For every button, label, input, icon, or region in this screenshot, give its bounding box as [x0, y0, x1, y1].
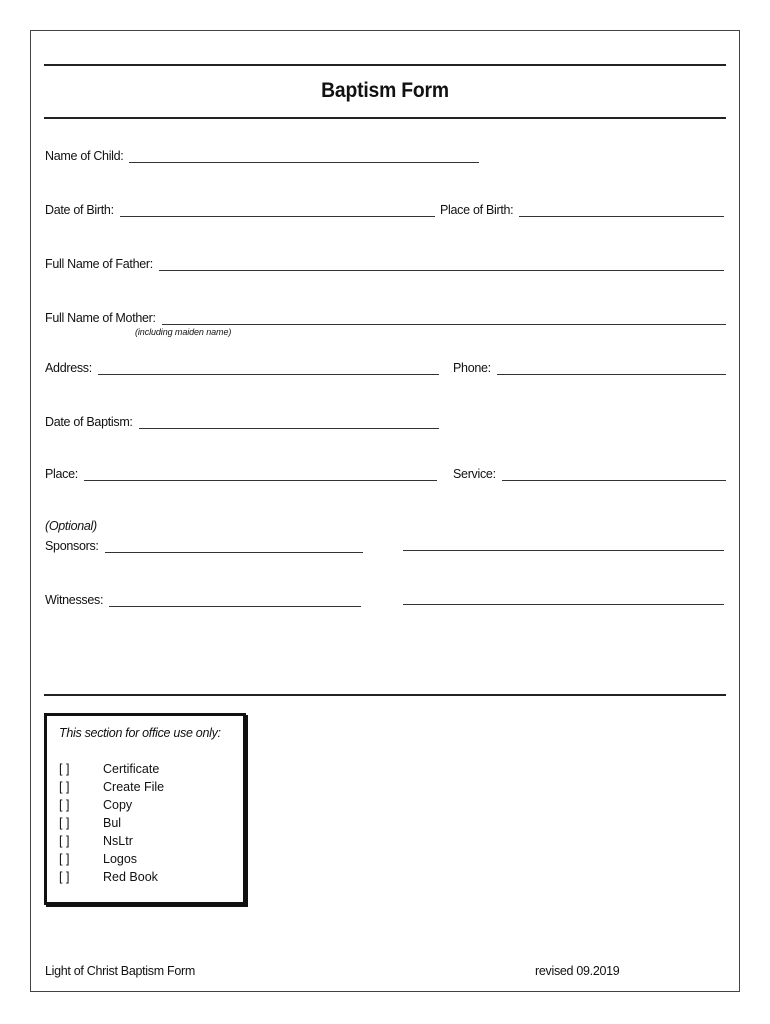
- child-name-label: Name of Child:: [45, 149, 124, 163]
- top-rule: [44, 64, 726, 66]
- sponsor-2-line[interactable]: [403, 539, 724, 551]
- office-item-label: Copy: [103, 798, 133, 812]
- date-of-baptism-field[interactable]: [45, 415, 439, 429]
- address-field[interactable]: [45, 361, 439, 375]
- office-use-title: This section for office use only:: [59, 726, 221, 740]
- sponsors-label: Sponsors:: [45, 539, 99, 553]
- date-of-birth-field[interactable]: [45, 203, 435, 217]
- maiden-name-note: (including maiden name): [135, 327, 232, 337]
- address-label: Address:: [45, 361, 92, 375]
- witness-2-field[interactable]: [403, 593, 724, 605]
- checkbox[interactable]: [ ]: [59, 762, 70, 776]
- checkbox[interactable]: [ ]: [59, 834, 70, 848]
- office-use-box: [44, 713, 246, 905]
- form-title: Baptism Form: [321, 79, 449, 102]
- service-label: Service:: [453, 467, 496, 481]
- father-name-field[interactable]: [45, 257, 724, 271]
- date-of-birth-label: Date of Birth:: [45, 203, 114, 217]
- address-line[interactable]: [98, 363, 439, 375]
- date-of-baptism-line[interactable]: [139, 417, 439, 429]
- office-item-red-book[interactable]: [59, 868, 164, 886]
- footer-form-name: Light of Christ Baptism Form: [45, 964, 195, 978]
- office-item-label: Logos: [103, 852, 138, 866]
- sponsor-2-field[interactable]: [403, 539, 724, 551]
- checkbox[interactable]: [ ]: [59, 852, 70, 866]
- form-page: [30, 30, 740, 992]
- witnesses-label: Witnesses:: [45, 593, 104, 607]
- checkbox[interactable]: [ ]: [59, 798, 70, 812]
- date-of-birth-line[interactable]: [120, 205, 435, 217]
- office-item-certificate[interactable]: [59, 760, 164, 778]
- checkbox[interactable]: [ ]: [59, 870, 70, 884]
- phone-label: Phone:: [453, 361, 491, 375]
- bottom-rule: [44, 694, 726, 696]
- witnesses-field[interactable]: [45, 593, 361, 607]
- office-item-copy[interactable]: [59, 796, 164, 814]
- place-of-birth-field[interactable]: [440, 203, 724, 217]
- office-checklist: [59, 760, 164, 886]
- footer-revision: revised 09.2019: [535, 964, 620, 978]
- sponsors-field[interactable]: [45, 539, 363, 553]
- place-of-birth-label: Place of Birth:: [440, 203, 514, 217]
- sponsor-1-line[interactable]: [105, 541, 363, 553]
- office-item-label: NsLtr: [103, 834, 133, 848]
- service-field[interactable]: [453, 467, 726, 481]
- checkbox[interactable]: [ ]: [59, 780, 70, 794]
- office-item-create-file[interactable]: [59, 778, 164, 796]
- witness-2-line[interactable]: [403, 593, 724, 605]
- father-name-line[interactable]: [159, 259, 724, 271]
- optional-note: (Optional): [45, 519, 97, 533]
- child-name-field[interactable]: [45, 149, 479, 163]
- place-label: Place:: [45, 467, 78, 481]
- office-item-label: Certificate: [103, 762, 160, 776]
- phone-line[interactable]: [497, 363, 726, 375]
- father-name-label: Full Name of Father:: [45, 257, 153, 271]
- title-rule: [44, 117, 726, 119]
- office-item-nsltr[interactable]: [59, 832, 164, 850]
- office-item-bul[interactable]: [59, 814, 164, 832]
- office-item-label: Create File: [103, 780, 165, 794]
- mother-name-field[interactable]: [45, 311, 726, 325]
- office-item-logos[interactable]: [59, 850, 164, 868]
- place-field[interactable]: [45, 467, 437, 481]
- place-line[interactable]: [84, 469, 437, 481]
- place-of-birth-line[interactable]: [519, 205, 724, 217]
- office-item-label: Bul: [103, 816, 122, 830]
- child-name-line[interactable]: [129, 151, 479, 163]
- witness-1-line[interactable]: [109, 595, 361, 607]
- phone-field[interactable]: [453, 361, 726, 375]
- mother-name-label: Full Name of Mother:: [45, 311, 156, 325]
- date-of-baptism-label: Date of Baptism:: [45, 415, 133, 429]
- office-item-label: Red Book: [103, 870, 158, 884]
- service-line[interactable]: [502, 469, 726, 481]
- checkbox[interactable]: [ ]: [59, 816, 70, 830]
- mother-name-line[interactable]: [162, 313, 726, 325]
